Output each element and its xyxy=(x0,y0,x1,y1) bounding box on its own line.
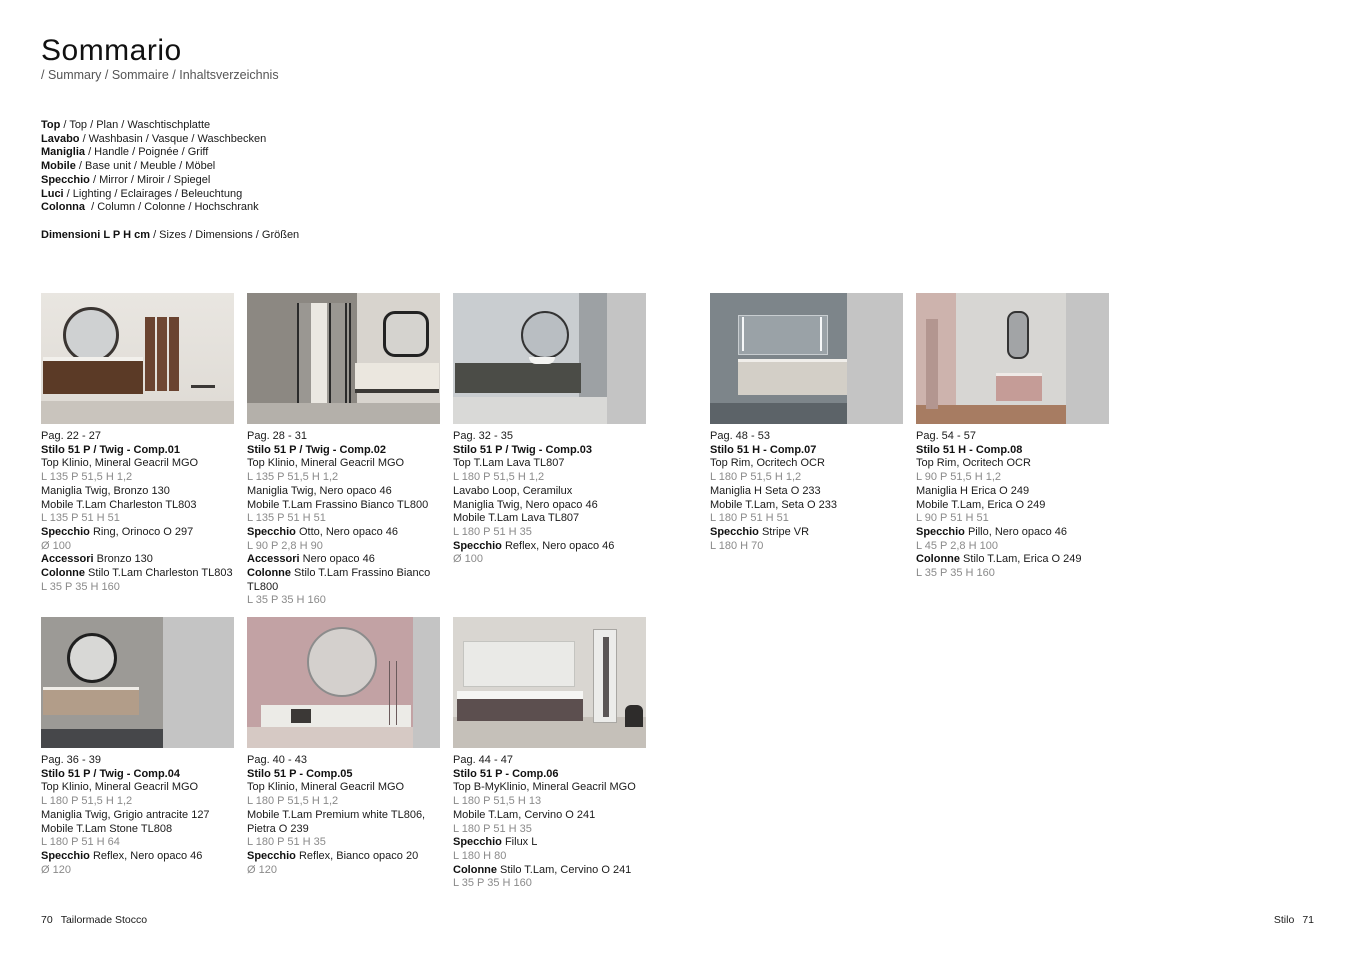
spec-line: Accessori Nero opaco 46 xyxy=(247,553,375,566)
composition-name: Stilo 51 P - Comp.05 xyxy=(247,767,353,780)
spec-line: L 180 P 51 H 35 xyxy=(247,836,326,849)
composition-name: Stilo 51 H - Comp.07 xyxy=(710,443,817,456)
composition-card-05[interactable] xyxy=(247,617,441,877)
composition-card-07[interactable] xyxy=(710,293,904,553)
spec-line: Mobile T.Lam, Erica O 249 xyxy=(916,498,1046,511)
spec-line: Lavabo Loop, Ceramilux xyxy=(453,484,573,497)
composition-name: Stilo 51 P / Twig - Comp.04 xyxy=(41,767,180,780)
spec-line: Mobile T.Lam, Cervino O 241 xyxy=(453,808,596,821)
spec-line: L 90 P 2,8 H 90 xyxy=(247,539,323,552)
composition-card-01[interactable] xyxy=(41,293,235,594)
legend-row-maniglia: Maniglia / Handle / Poignée / Griff xyxy=(41,146,209,159)
composition-info xyxy=(710,430,904,553)
spec-line: L 35 P 35 H 160 xyxy=(916,567,995,580)
spec-line: L 180 P 51,5 H 13 xyxy=(453,795,542,808)
spec-line: L 35 P 35 H 160 xyxy=(247,594,326,607)
legend-row-top: Top / Top / Plan / Waschtischplatte xyxy=(41,119,211,131)
spec-line: Maniglia Twig, Grigio antracite 127 xyxy=(41,808,210,821)
page-reference: Pag. 40 - 43 xyxy=(247,754,307,766)
composition-card-03[interactable] xyxy=(453,293,647,567)
composition-photo xyxy=(41,617,234,748)
spec-line: Specchio Reflex, Bianco opaco 20 xyxy=(247,849,419,862)
page-reference: Pag. 44 - 47 xyxy=(453,754,513,766)
spec-line: L 45 P 2,8 H 100 xyxy=(916,539,998,552)
spec-line: Mobile T.Lam Stone TL808 xyxy=(41,822,173,835)
spec-line: L 135 P 51,5 H 1,2 xyxy=(41,471,133,484)
spec-line: Ø 100 xyxy=(453,553,483,566)
page-reference: Pag. 32 - 35 xyxy=(453,430,513,442)
spec-line: Colonne Stilo T.Lam Frassino Bianco TL800 xyxy=(247,567,431,593)
spec-line: Top Rim, Ocritech OCR xyxy=(710,457,825,470)
legend-row-colonna: Colonna / Column / Colonne / Hochschrank xyxy=(41,201,259,214)
composition-photo xyxy=(710,293,903,424)
spec-line: Ø 100 xyxy=(41,539,71,552)
spec-line: L 180 P 51,5 H 1,2 xyxy=(41,795,133,808)
dimensions-legend: Dimensioni L P H cm / Sizes / Dimensions / Größen xyxy=(41,229,300,241)
page-reference: Pag. 28 - 31 xyxy=(247,430,307,442)
spec-line: Specchio Reflex, Nero opaco 46 xyxy=(41,849,203,862)
spec-line: L 90 P 51,5 H 1,2 xyxy=(916,471,1002,484)
composition-photo xyxy=(247,293,440,424)
composition-name: Stilo 51 P / Twig - Comp.02 xyxy=(247,443,386,456)
footer-brand: Tailormade Stocco xyxy=(60,914,148,926)
composition-card-04[interactable] xyxy=(41,617,235,877)
spec-line: Mobile T.Lam Lava TL807 xyxy=(453,512,580,525)
spec-line: L 35 P 35 H 160 xyxy=(453,877,532,890)
composition-card-02[interactable] xyxy=(247,293,441,608)
spec-line: L 180 H 70 xyxy=(710,539,764,552)
composition-photo xyxy=(247,617,440,748)
spec-line: L 35 P 35 H 160 xyxy=(41,580,120,593)
composition-card-06[interactable] xyxy=(453,617,647,891)
spec-line: L 180 P 51 H 51 xyxy=(710,512,789,525)
footer-right xyxy=(1274,914,1314,926)
legend-row-luci: Luci / Lighting / Eclairages / Beleuchtung xyxy=(41,187,243,200)
page-number-left: 70 xyxy=(41,914,53,926)
spec-line: Accessori Bronzo 130 xyxy=(41,553,153,566)
composition-name: Stilo 51 P / Twig - Comp.01 xyxy=(41,443,180,456)
composition-card-08[interactable] xyxy=(916,293,1110,581)
spec-line: Ø 120 xyxy=(41,863,71,876)
spec-line: Top B-MyKlinio, Mineral Geacril MGO xyxy=(453,781,636,794)
spec-line: L 135 P 51 H 51 xyxy=(41,512,120,525)
spec-line: L 90 P 51 H 51 xyxy=(916,512,989,525)
spec-line: L 135 P 51 H 51 xyxy=(247,512,326,525)
spec-line: Mobile T.Lam, Seta O 233 xyxy=(710,498,837,511)
composition-name: Stilo 51 P - Comp.06 xyxy=(453,767,559,780)
spec-line: Maniglia Twig, Bronzo 130 xyxy=(41,484,170,497)
legend xyxy=(41,119,266,215)
spec-line: Ø 120 xyxy=(247,863,277,876)
composition-info xyxy=(41,754,235,877)
spec-line: Top T.Lam Lava TL807 xyxy=(453,457,565,470)
composition-info xyxy=(41,430,235,594)
spec-line: L 180 P 51,5 H 1,2 xyxy=(247,795,339,808)
composition-info xyxy=(247,754,441,877)
spec-line: L 180 H 80 xyxy=(453,849,507,862)
footer-left xyxy=(41,914,147,926)
legend-row-specchio: Specchio / Mirror / Miroir / Spiegel xyxy=(41,173,211,186)
composition-name: Stilo 51 P / Twig - Comp.03 xyxy=(453,443,592,456)
spec-line: Top Klinio, Mineral Geacril MGO xyxy=(41,781,199,794)
composition-photo xyxy=(453,293,646,424)
page-subtitle: / Summary / Sommaire / Inhaltsverzeichnis xyxy=(41,68,279,82)
legend-row-lavabo: Lavabo / Washbasin / Vasque / Waschbecken xyxy=(41,132,267,145)
spec-line: Top Klinio, Mineral Geacril MGO xyxy=(247,781,405,794)
spec-line: Specchio Filux L xyxy=(453,836,538,849)
composition-info xyxy=(916,430,1110,581)
spec-line: Maniglia H Seta O 233 xyxy=(710,484,821,497)
spec-line: Top Klinio, Mineral Geacril MGO xyxy=(41,457,199,470)
spec-line: Colonne Stilo T.Lam, Erica O 249 xyxy=(916,553,1082,566)
spec-line: Colonne Stilo T.Lam Charleston TL803 xyxy=(41,567,233,580)
spec-line: L 180 P 51,5 H 1,2 xyxy=(710,471,802,484)
spec-line: L 180 P 51 H 64 xyxy=(41,836,120,849)
composition-info xyxy=(453,754,647,891)
spec-line: Top Klinio, Mineral Geacril MGO xyxy=(247,457,405,470)
footer-collection: Stilo xyxy=(1273,914,1295,926)
spec-line: L 135 P 51,5 H 1,2 xyxy=(247,471,339,484)
spec-line: Maniglia H Erica O 249 xyxy=(916,484,1030,497)
page-reference: Pag. 54 - 57 xyxy=(916,430,976,442)
legend-row-mobile: Mobile / Base unit / Meuble / Möbel xyxy=(41,160,216,173)
composition-photo xyxy=(453,617,646,748)
composition-info xyxy=(453,430,647,567)
composition-photo xyxy=(916,293,1109,424)
spec-line: Mobile T.Lam Premium white TL806, Pietra O 239 xyxy=(247,808,426,835)
page-reference: Pag. 48 - 53 xyxy=(710,430,770,442)
spec-line: Maniglia Twig, Nero opaco 46 xyxy=(453,498,598,511)
page-reference: Pag. 36 - 39 xyxy=(41,754,101,766)
spec-line: L 180 P 51,5 H 1,2 xyxy=(453,471,545,484)
spec-line: Maniglia Twig, Nero opaco 46 xyxy=(247,484,392,497)
page-title: Sommario xyxy=(41,34,182,67)
page-reference: Pag. 22 - 27 xyxy=(41,430,101,442)
spec-line: Specchio Stripe VR xyxy=(710,525,810,538)
spec-line: Colonne Stilo T.Lam, Cervino O 241 xyxy=(453,863,632,876)
composition-name: Stilo 51 H - Comp.08 xyxy=(916,443,1023,456)
spec-line: Specchio Otto, Nero opaco 46 xyxy=(247,525,399,538)
spec-line: L 180 P 51 H 35 xyxy=(453,822,532,835)
spec-line: Specchio Reflex, Nero opaco 46 xyxy=(453,539,615,552)
spec-line: Mobile T.Lam Frassino Bianco TL800 xyxy=(247,498,429,511)
composition-info xyxy=(247,430,441,608)
spec-line: Specchio Ring, Orinoco O 297 xyxy=(41,525,194,538)
spec-line: Mobile T.Lam Charleston TL803 xyxy=(41,498,197,511)
spec-line: L 180 P 51 H 35 xyxy=(453,525,532,538)
spec-line: Top Rim, Ocritech OCR xyxy=(916,457,1031,470)
page-number-right: 71 xyxy=(1302,914,1314,926)
spec-line: Specchio Pillo, Nero opaco 46 xyxy=(916,525,1068,538)
composition-photo xyxy=(41,293,234,424)
